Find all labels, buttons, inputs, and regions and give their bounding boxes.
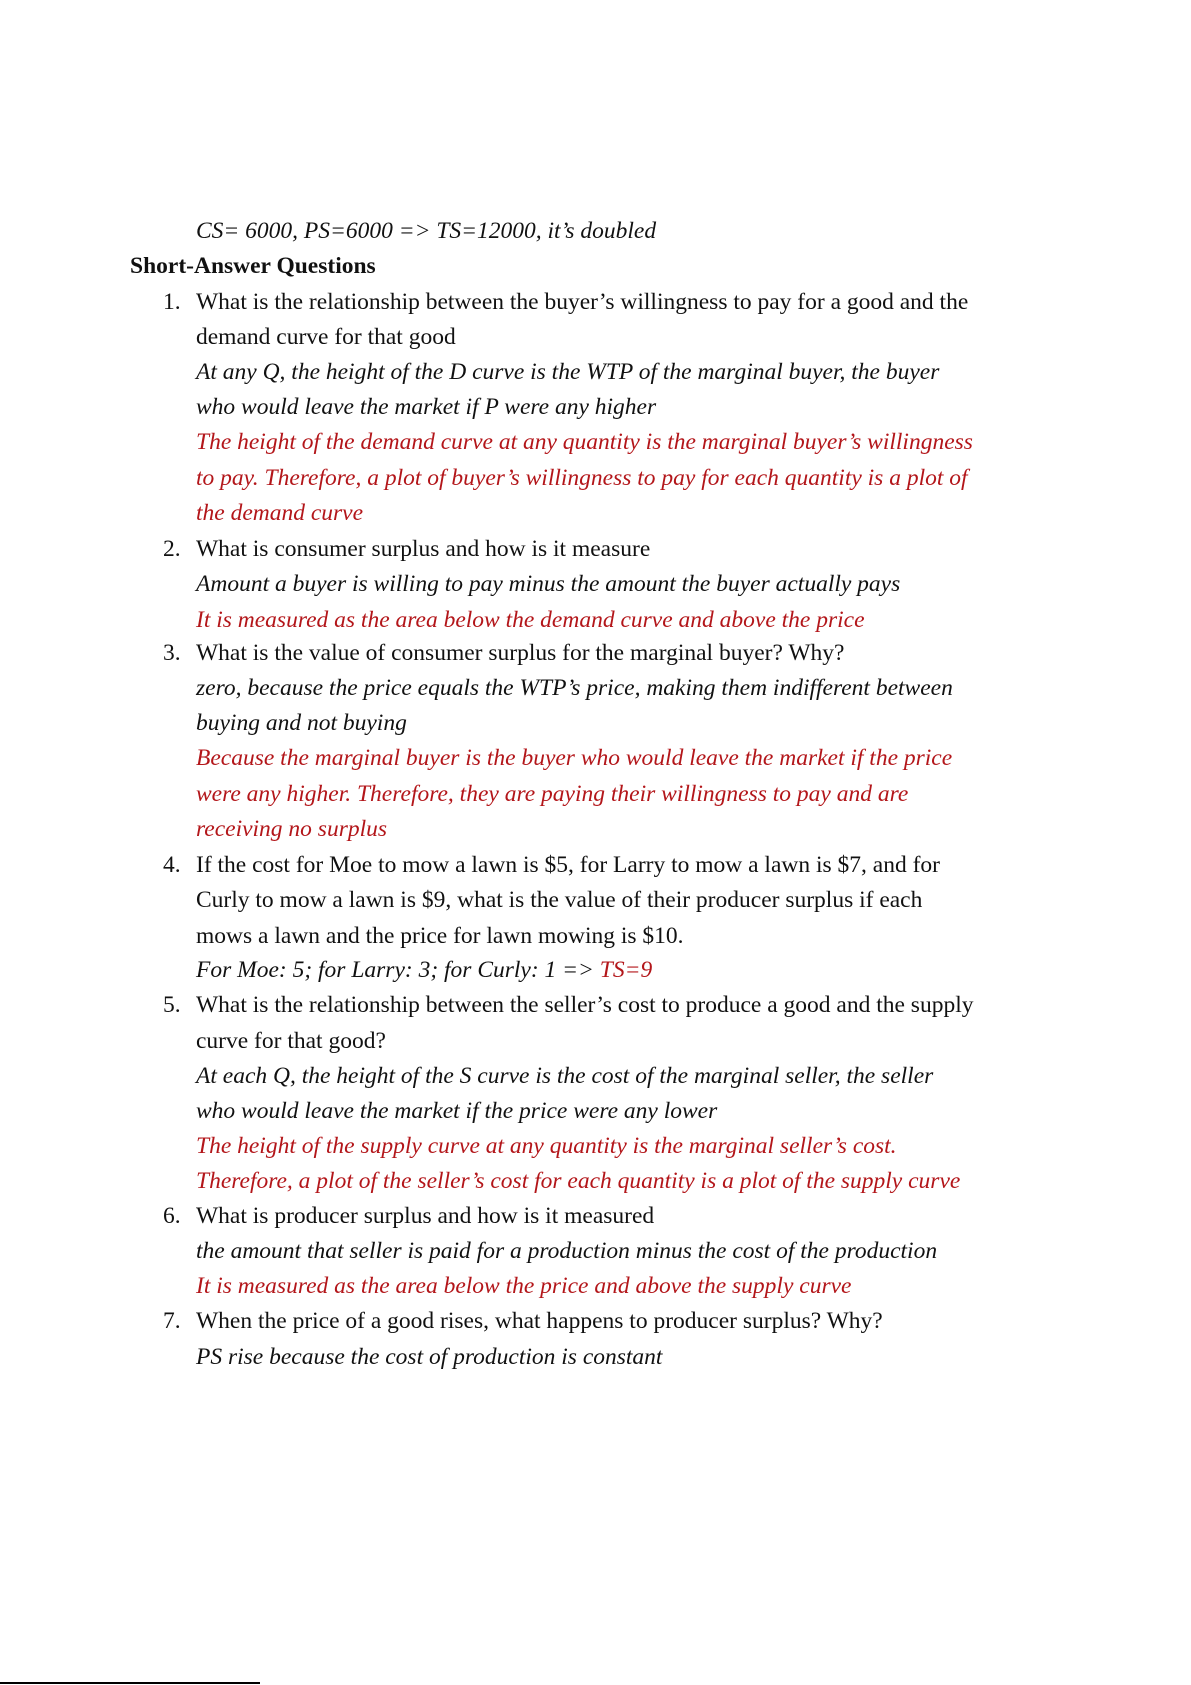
student-answer: zero, because the price equals the WTP’s price, making them indifferent between [196, 675, 953, 701]
correction-text: were any higher. Therefore, they are paying their willingness to pay and are [196, 781, 909, 807]
correction-text: the demand curve [196, 500, 364, 526]
question-text: What is the value of consumer surplus for the marginal buyer? Why? [196, 640, 845, 666]
student-answer: who would leave the market if the price were any lower [196, 1098, 718, 1124]
student-answer-text: For Moe: 5; for Larry: 3; for Curly: 1 => [196, 957, 600, 983]
question-text: When the price of a good rises, what happens to producer surplus? Why? [196, 1308, 883, 1334]
question-number: 6. [163, 1203, 181, 1229]
student-answer [196, 956, 652, 984]
question-number: 5. [163, 992, 181, 1018]
question-text: curve for that good? [196, 1028, 386, 1054]
question-text: If the cost for Moe to mow a lawn is $5, for Larry to mow a lawn is $7, and for [196, 852, 940, 878]
question-number: 1. [163, 289, 181, 315]
student-answer: who would leave the market if P were any higher [196, 394, 657, 420]
question-text: mows a lawn and the price for lawn mowing is $10. [196, 923, 684, 949]
question-number: 3. [163, 640, 181, 666]
correction-text: The height of the supply curve at any quantity is the marginal seller’s cost. [196, 1133, 897, 1159]
question-text: demand curve for that good [196, 324, 456, 350]
question-number: 7. [163, 1308, 181, 1334]
question-text: Curly to mow a lawn is $9, what is the value of their producer surplus if each [196, 887, 923, 913]
correction-text: Because the marginal buyer is the buyer who would leave the market if the price [196, 745, 953, 771]
question-text: What is the relationship between the buyer’s willingness to pay for a good and the [196, 289, 969, 315]
previous-answer: CS= 6000, PS=6000 => TS=12000, it’s doubled [196, 218, 657, 244]
student-answer: PS rise because the cost of production is constant [196, 1344, 663, 1370]
question-number: 2. [163, 536, 181, 562]
correction-text: It is measured as the area below the price and above the supply curve [196, 1273, 852, 1299]
student-answer: the amount that seller is paid for a production minus the cost of the production [196, 1238, 938, 1264]
section-title: Short-Answer Questions [130, 253, 376, 279]
question-text: What is consumer surplus and how is it measure [196, 536, 651, 562]
student-answer: At each Q, the height of the S curve is the cost of the marginal seller, the seller [196, 1063, 934, 1089]
student-answer: Amount a buyer is willing to pay minus the amount the buyer actually pays [196, 571, 901, 597]
correction-text: The height of the demand curve at any quantity is the marginal buyer’s willingness [196, 429, 973, 455]
student-answer: buying and not buying [196, 710, 407, 736]
correction-text: to pay. Therefore, a plot of buyer’s willingness to pay for each quantity is a plot of [196, 465, 968, 491]
correction-text: TS=9 [599, 957, 653, 983]
question-text: What is the relationship between the seller’s cost to produce a good and the supply [196, 992, 974, 1018]
question-text: What is producer surplus and how is it measured [196, 1203, 655, 1229]
correction-text: Therefore, a plot of the seller’s cost for each quantity is a plot of the supply curve [196, 1168, 961, 1194]
correction-text: It is measured as the area below the demand curve and above the price [196, 607, 865, 633]
footer-rule [0, 1682, 260, 1684]
student-answer: At any Q, the height of the D curve is the WTP of the marginal buyer, the buyer [196, 359, 940, 385]
correction-text: receiving no surplus [196, 816, 388, 842]
question-number: 4. [163, 852, 181, 878]
